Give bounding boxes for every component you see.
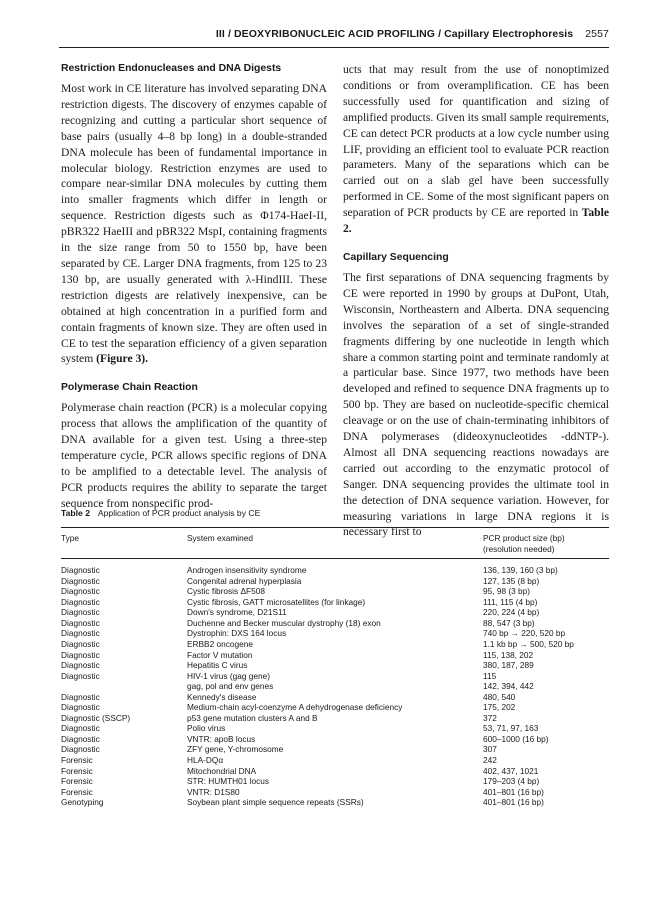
cell-system: Soybean plant simple sequence repeats (SSRs) [187,797,364,808]
cell-size: 95, 98 (3 bp) [483,586,531,597]
table-row [61,607,609,618]
table-body [61,559,609,808]
section-heading-pcr: Polymerase Chain Reaction [61,382,198,394]
cell-size: 307 [483,744,497,755]
table-caption-text: Application of PCR product analysis by CE [97,508,261,518]
cell-size: 179–203 (4 bp) [483,776,540,787]
cell-size: 480, 540 [483,691,516,702]
paragraph-pcr-continued: ucts that may result from the use of nonoptimized conditions or from overamplification. CE has been successfully used for quantification and sizing of amplified products. Given its small sample requirements, CE can detect PCR products at a low cycle number using LIF, providing an efficient tool to evaluate PCR reaction parameters. Many of the separations which can be carried out on a slab gel have been successfully performed in CE. Some of the most significant papers on separation of PCR products by CE are reported in Table 2. [343,63,609,236]
section-heading-sequencing: Capillary Sequencing [343,251,449,263]
running-title: III / DEOXYRIBONUCLEIC ACID PROFILING / Capillary Electrophoresis [215,28,574,40]
cell-system: Cystic fibrosis, GATT microsatellites (for linkage) [187,596,366,607]
cell-system: gag, pol and env genes [187,681,274,692]
cell-type: Forensic [61,776,93,787]
table-row [61,681,609,692]
cell-type: Forensic [61,786,93,797]
table-row [61,618,609,629]
cell-system: Androgen insensitivity syndrome [187,565,307,576]
cell-size: 142, 394, 442 [483,681,534,692]
cell-size: 127, 135 (8 bp) [483,575,540,586]
table-reference: Table 2. [343,206,609,236]
table-row [61,734,609,745]
header-size: PCR product size (bp) (resolution needed) [483,533,565,554]
cell-system: Dystrophin: DXS 164 locus [187,628,287,639]
cell-type: Diagnostic [61,639,100,650]
cell-size: 53, 71, 97, 163 [483,723,539,734]
table-row [61,639,609,650]
cell-type: Diagnostic [61,617,100,628]
table-row [61,692,609,703]
cell-system: HLA-DQα [187,755,224,766]
cell-system: Polio virus [187,723,226,734]
table-row [61,797,609,808]
cell-type: Diagnostic [61,628,100,639]
left-column [61,62,327,540]
cell-type: Forensic [61,765,93,776]
table-row [61,744,609,755]
cell-type [61,681,187,692]
cell-type: Diagnostic [61,649,100,660]
table-caption [61,508,609,518]
table-row [61,671,609,682]
cell-type: Diagnostic [61,744,100,755]
cell-type: Diagnostic [61,670,100,681]
cell-system: VNTR: D1S80 [187,786,240,797]
cell-size: 242 [483,755,497,766]
cell-size: 401–801 (16 bp) [483,786,544,797]
table-row [61,586,609,597]
paragraph-restriction: Most work in CE literature has involved separating DNA restriction digests. The discovery of enzymes capable of recognizing and cutting a particular short sequence of base pairs (usually 4–8 bp long) in a double-stranded DNA molecule has been of fundamental importance in molecular biology. Restriction enzymes are used to compare near-similar DNA molecules by cutting them into smaller fragments which differ in length or sequence. Restriction digests such as Φ174-HaeI-II, pBR322 HaeIII and pBR322 MspI, containing fragments in the size range from 50 to 1550 bp, have been separated by CE. Larger DNA fragments, from 125 to 23 130 bp, are usually generated with λ-HindIII. These restriction digests are relatively inexpensive, can be obtained at high concentration in a purified form and contain fragments of known size. They are often used in CE to test the separation efficiency of a given separation system (Figure 3). [61,82,327,366]
cell-size: 380, 187, 289 [483,660,534,671]
cell-size: 88, 547 (3 bp) [483,617,535,628]
table-row [61,565,609,576]
cell-size: 401–801 (16 bp) [483,797,544,808]
figure-reference: (Figure 3). [96,352,149,366]
table-row [61,650,609,661]
cell-type: Diagnostic [61,691,100,702]
header-type: Type [61,533,79,543]
cell-type: Genotyping [61,797,104,808]
cell-type: Diagnostic [61,607,100,618]
table-row [61,660,609,671]
cell-size: 136, 139, 160 (3 bp) [483,565,558,576]
cell-system: ZFY gene, Y-chromosome [187,744,284,755]
cell-system: Duchenne and Becker muscular dystrophy (18) exon [187,617,381,628]
cell-system: VNTR: apoB locus [187,733,256,744]
cell-system: ERBB2 oncogene [187,639,253,650]
cell-type: Diagnostic [61,575,100,586]
cell-system: Mitochondrial DNA [187,765,257,776]
cell-type: Diagnostic [61,733,100,744]
cell-system: Congenital adrenal hyperplasia [187,575,302,586]
cell-system: p53 gene mutation clusters A and B [187,712,318,723]
paragraph-sequencing: The first separations of DNA sequencing fragments by CE were reported in 1990 by groups at DuPont, Utah, Wisconsin, Northeastern and Alberta. DNA sequencing involves the separation of a set of single-stranded fragments differing by one nucleotide in length which share a common starting point and terminate randomly at a particular base. Since 1977, two methods have been developed and refined to sequence DNA fragments up to 500 bp. They are based on nucleotide-specific chemical cleavage or on the use of chain-terminating inhibitors of DNA polymerases (dideoxynucleotides -ddNTP-). Almost all DNA sequencing reactions nowadays are carried out according to the enzymatic protocol of Sanger. DNA sequencing provides the ultimate tool in the detection of DNA sequence variation. However, for measuring variations in large DNA regions it is necessary first to [343,270,609,539]
cell-size: 175, 202 [483,702,516,713]
table-header-row [61,528,609,558]
cell-type: Forensic [61,755,93,766]
table-row [61,702,609,713]
cell-type: Diagnostic [61,723,100,734]
table-row [61,597,609,608]
table-row [61,713,609,724]
cell-size: 220, 224 (4 bp) [483,607,540,618]
cell-type: Diagnostic (SSCP) [61,712,131,723]
table-row [61,628,609,639]
table-row [61,723,609,734]
cell-type: Diagnostic [61,565,100,576]
cell-size: 740 bp → 220, 520 bp [483,628,566,639]
running-header [59,28,609,48]
table-row [61,776,609,787]
page-number: 2557 [585,28,609,40]
cell-type: Diagnostic [61,596,100,607]
cell-size: 1.1 kb bp → 500, 520 bp [483,639,574,650]
table-row [61,576,609,587]
cell-system: Down's syndrome, D21S11 [187,607,287,618]
cell-system: Kennedy's disease [187,691,257,702]
cell-system: STR: HUMTH01 locus [187,776,270,787]
cell-type: Diagnostic [61,660,100,671]
cell-size: 115 [483,670,497,681]
cell-size: 600–1000 (16 bp) [483,733,549,744]
cell-size: 111, 115 (4 bp) [483,596,538,607]
cell-system: Medium-chain acyl-coenzyme A dehydrogenase deficiency [187,702,403,713]
section-heading-restriction: Restriction Endonucleases and DNA Digests [61,63,282,74]
cell-type: Diagnostic [61,702,100,713]
cell-system: HIV-1 virus (gag gene) [187,670,271,681]
paragraph-pcr: Polymerase chain reaction (PCR) is a molecular copying process that allows the amplification of the quantity of DNA available for a given test. Using a three-step temperature cycle, PCR allows specific regions of DNA to be amplified to a detectable level. The analysis of PCR products requires the ability to separate the target sequence from nonspecific prod- [61,401,327,510]
cell-system: Hepatitis C virus [187,660,248,671]
cell-size: 372 [483,712,497,723]
pcr-table [61,508,609,808]
cell-size: 402, 437, 1021 [483,765,539,776]
cell-type: Diagnostic [61,586,100,597]
cell-size: 115, 138, 202 [483,649,534,660]
cell-system: Cystic fibrosis ΔF508 [187,586,265,597]
header-system: System examined [187,533,253,543]
cell-system: Factor V mutation [187,649,253,660]
body-columns [61,62,609,540]
table-row [61,755,609,766]
table-row [61,787,609,798]
table-label: Table 2 [61,508,90,518]
right-column [343,62,609,540]
table-row [61,766,609,777]
